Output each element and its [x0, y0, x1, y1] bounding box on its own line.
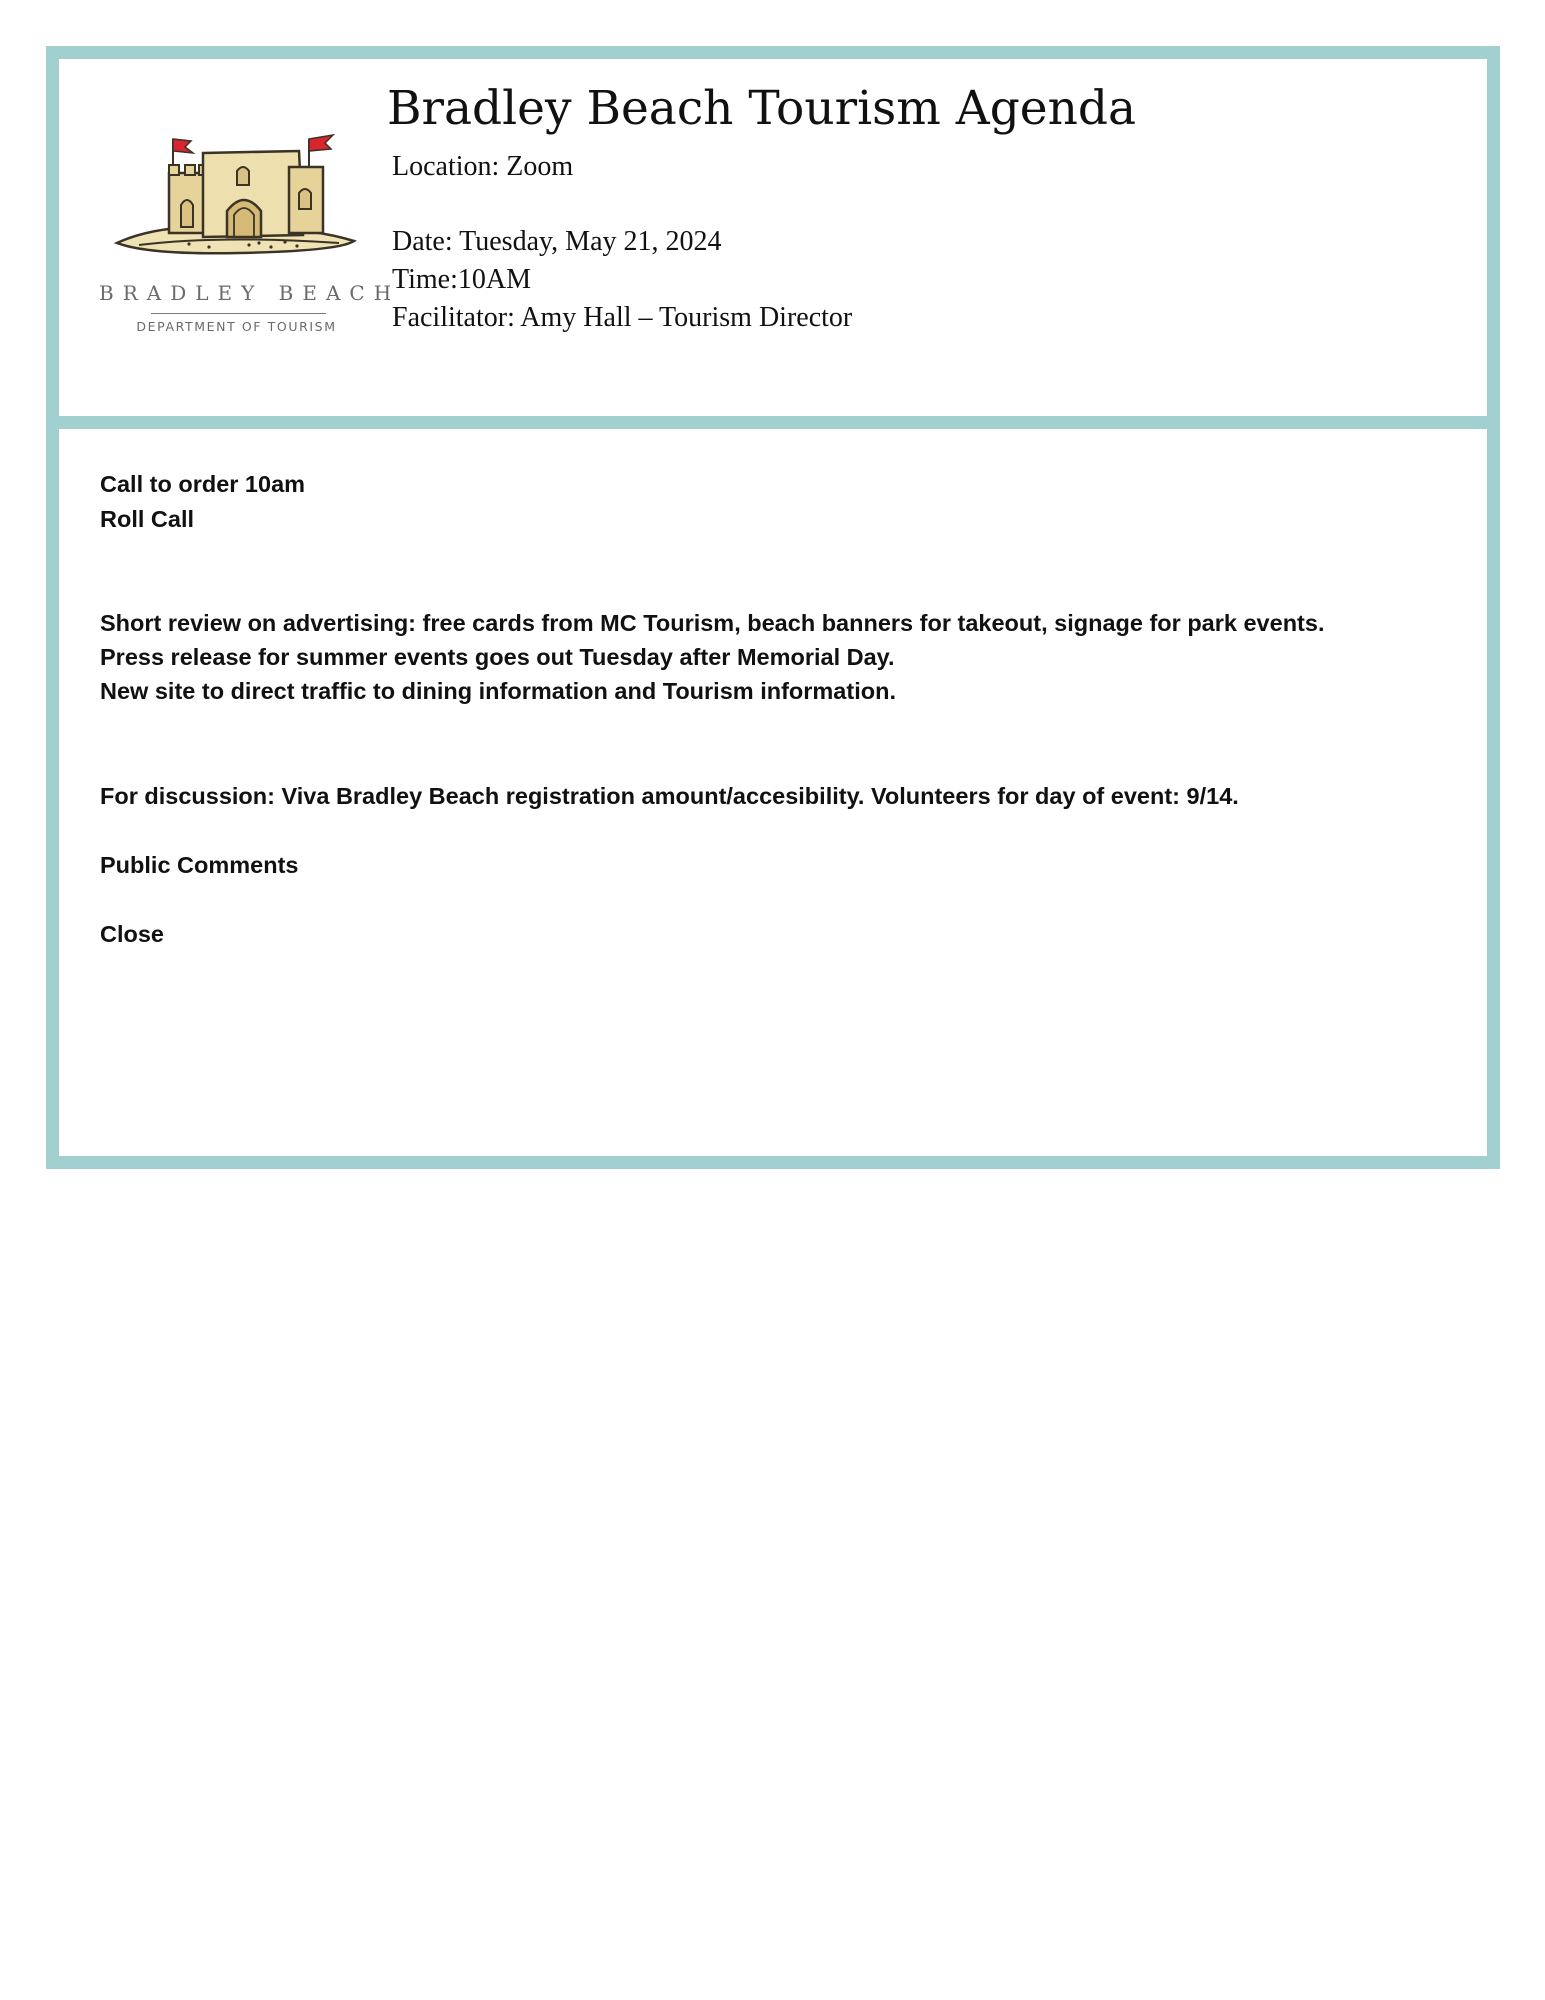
agenda-public-comments: Public Comments	[100, 852, 299, 878]
agenda-close: Close	[100, 921, 164, 947]
meeting-time: Time:10AM	[392, 264, 532, 295]
meeting-location: Location: Zoom	[392, 151, 574, 182]
agenda-frame	[46, 46, 1500, 1169]
page-title: Bradley Beach Tourism Agenda	[387, 81, 1136, 136]
agenda-call-to-order: Call to order 10am	[100, 471, 306, 497]
agenda-discussion: For discussion: Viva Bradley Beach registration amount/accesibility. Volunteers for day of event: 9/14.	[100, 783, 1239, 809]
department-logo	[99, 123, 401, 334]
meeting-facilitator: Facilitator: Amy Hall – Tourism Director	[392, 302, 853, 333]
meeting-date: Date: Tuesday, May 21, 2024	[392, 226, 722, 257]
agenda-review-item: Press release for summer events goes out Tuesday after Memorial Day.	[100, 644, 895, 670]
agenda-roll-call: Roll Call	[100, 506, 195, 532]
sandcastle-icon	[99, 123, 374, 273]
logo-name: BRADLEY BEACH	[99, 281, 401, 305]
logo-rule	[151, 313, 326, 314]
agenda-review-item: Short review on advertising: free cards from MC Tourism, beach banners for takeout, signage for park events.	[100, 610, 1325, 636]
logo-department: DEPARTMENT OF TOURISM	[136, 319, 337, 334]
section-divider	[59, 416, 1487, 429]
agenda-review-item: New site to direct traffic to dining information and Tourism information.	[100, 678, 896, 704]
